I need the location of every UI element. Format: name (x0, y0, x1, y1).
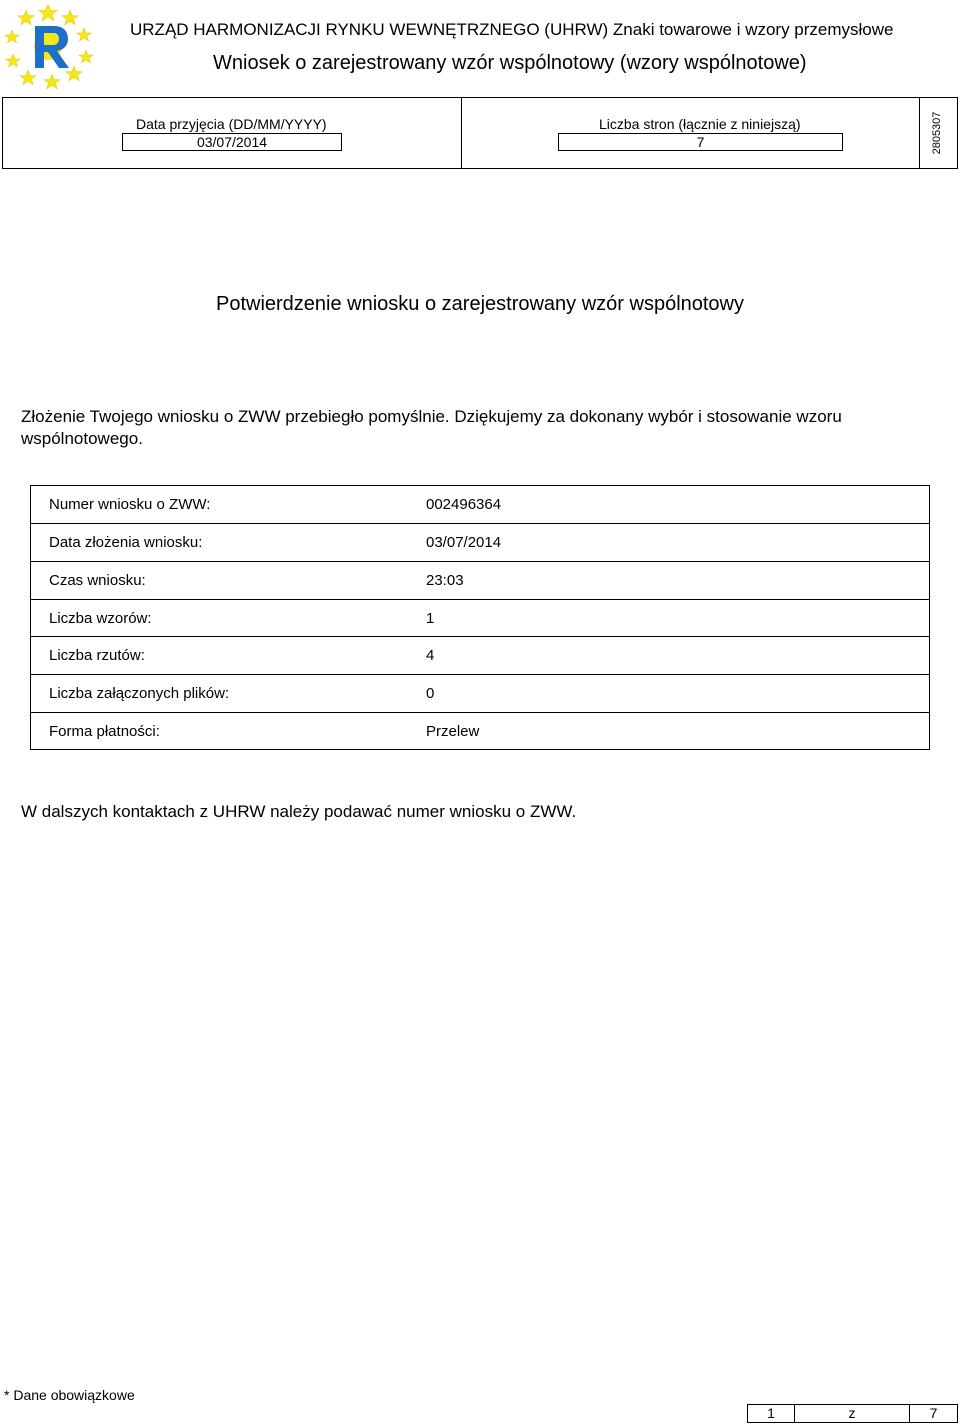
divider (461, 98, 462, 168)
details-value: 03/07/2014 (426, 533, 502, 551)
details-value: 4 (426, 647, 435, 665)
details-value: 002496364 (426, 496, 502, 513)
details-label: Numer wniosku o ZWW: (49, 496, 211, 513)
details-row (31, 486, 929, 524)
ohim-logo (2, 2, 94, 90)
details-value: Przelew (426, 723, 480, 741)
office-header: URZĄD HARMONIZACJI RYNKU WEWNĘTRZNEGO (UHRW) Znaki towarowe i wzory przemysłowe (130, 20, 894, 39)
details-row (31, 562, 929, 600)
details-value: 0 (426, 685, 435, 703)
details-row (31, 524, 929, 562)
confirmation-intro: Złożenie Twojego wniosku o ZWW przebiegło pomyślnie. Dziękujemy za dokonany wybór i stosowanie wzoru wspólnotowego. (21, 407, 842, 448)
confirmation-title: Potwierdzenie wniosku o zarejestrowany wzór wspólnotowy (215, 293, 745, 315)
details-row (31, 600, 929, 638)
details-label: Forma płatności: (49, 723, 160, 741)
details-label: Liczba rzutów: (49, 647, 145, 665)
details-label: Czas wniosku: (49, 571, 146, 589)
page-indicator (747, 1404, 958, 1423)
page-count-label: Liczba stron (łącznie z niniejszą) (599, 116, 801, 132)
details-row (31, 713, 929, 751)
receipt-date-label: Data przyjęcia (DD/MM/YYYY) (136, 116, 327, 132)
page-separator: z (848, 1405, 856, 1421)
page-count-field: 7 (558, 133, 843, 151)
application-details-table (30, 485, 930, 750)
details-value: 23:03 (426, 571, 464, 589)
total-pages: 7 (909, 1405, 957, 1422)
receipt-date-field: 03/07/2014 (122, 133, 342, 151)
closing-note: W dalszych kontaktach z UHRW należy podawać numer wniosku o ZWW. (21, 802, 577, 821)
details-label: Liczba wzorów: (49, 609, 152, 627)
details-row (31, 675, 929, 713)
current-page: 1 (748, 1405, 795, 1422)
form-title: Wniosek o zarejestrowany wzór wspólnotowy (wzory wspólnotowe) (213, 52, 807, 74)
document-id: 2805307 (931, 111, 943, 155)
details-label: Liczba załączonych plików: (49, 685, 230, 703)
divider (919, 98, 920, 168)
details-row (31, 637, 929, 675)
details-value: 1 (426, 609, 435, 627)
details-label: Data złożenia wniosku: (49, 533, 203, 551)
required-fields-note: * Dane obowiązkowe (4, 1387, 135, 1403)
